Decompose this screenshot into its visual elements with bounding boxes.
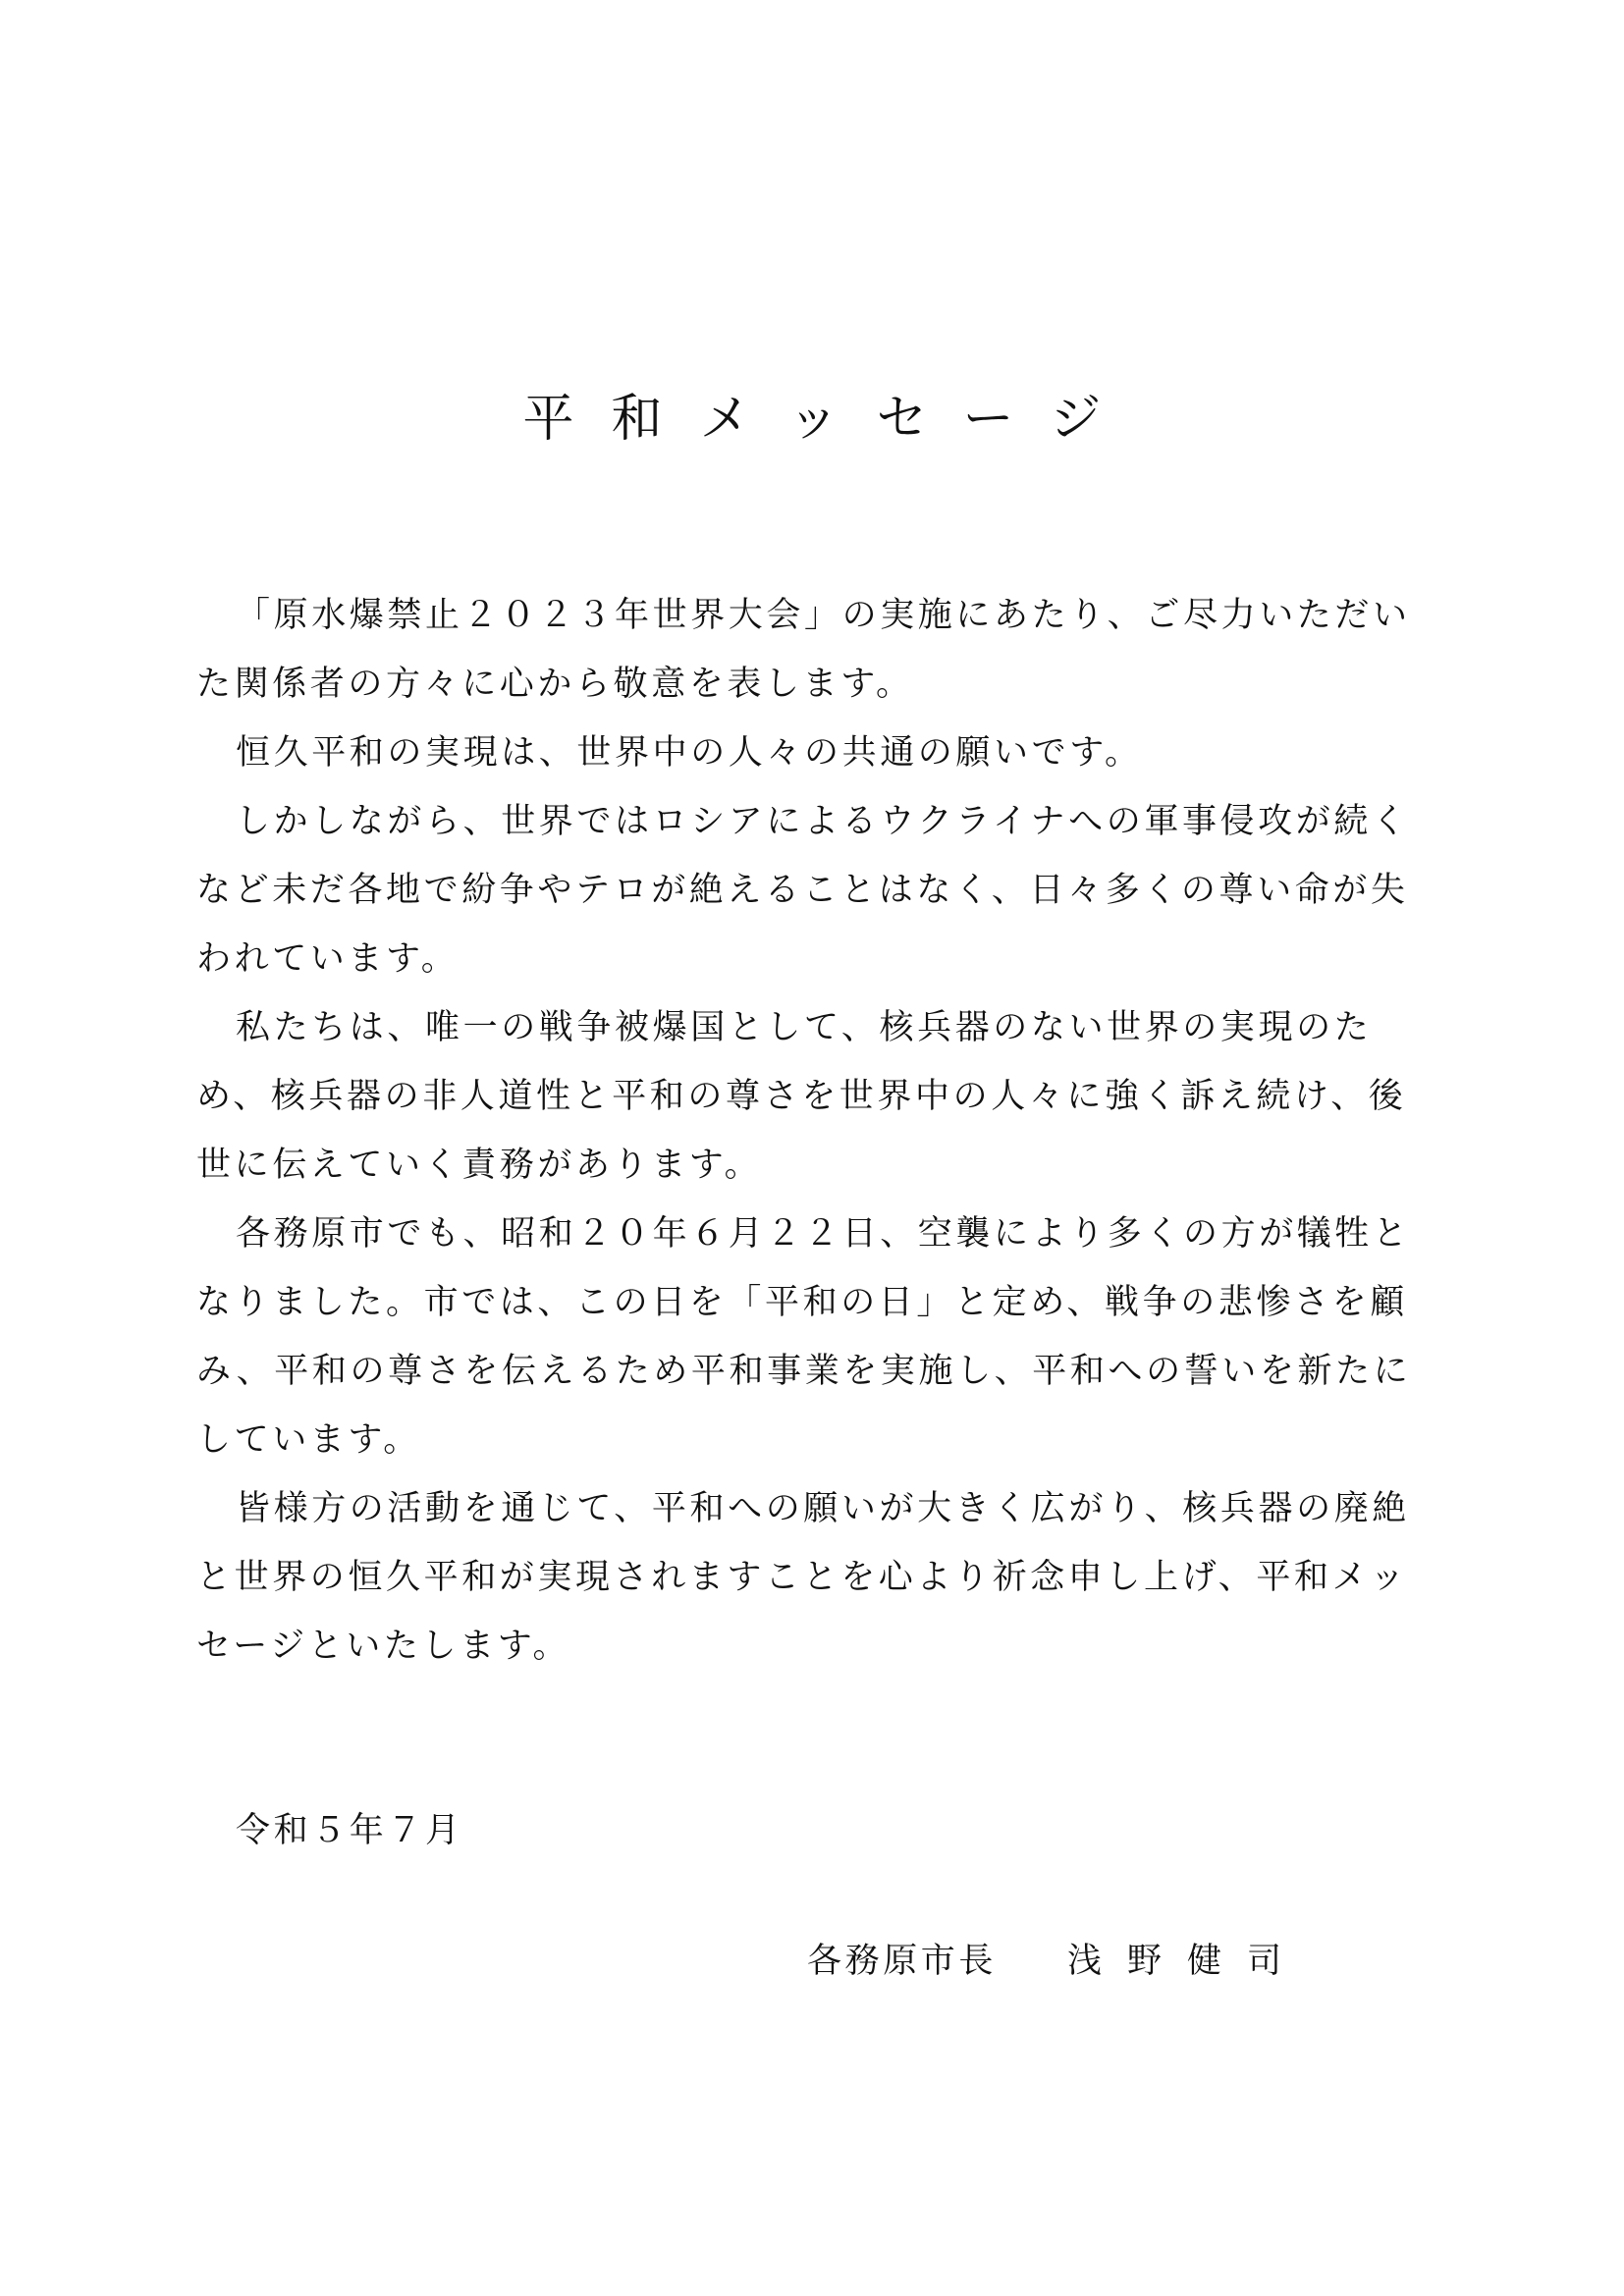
paragraph-3-line-3: われています。 [196,939,460,979]
paragraph-6-line-2: と世界の恒久平和が実現されますことを心より祈念申し上げ、平和メッ [196,1558,1408,1597]
paragraph-4-line-1: 私たちは、唯一の戦争被爆国として、核兵器のない世界の実現のた [236,1008,1373,1047]
paragraph-5-line-4: しています。 [196,1420,421,1460]
signature-name: 浅野健司 [1067,1942,1308,1981]
paragraph-5-line-1: 各務原市でも、昭和２０年６月２２日、空襲により多くの方が犠牲と [236,1214,1411,1254]
signature-block [807,1927,1307,1996]
paragraph-4-line-3: 世に伝えていく責務があります。 [196,1146,763,1185]
message-body [196,581,1428,1681]
paragraph-2-line-1: 恒久平和の実現は、世界中の人々の共通の願いです。 [236,733,1143,773]
paragraph-5-line-3: み、平和の尊さを伝えるため平和事業を実施し、平和への誓いを新たに [196,1352,1412,1391]
paragraph-3-line-2: など未だ各地で紛争やテロが絶えることはなく、日々多くの尊い命が失 [196,871,1409,910]
paragraph-1-line-2: た関係者の方々に心から敬意を表します。 [196,665,914,704]
paragraph-3-line-1: しかしながら、世界ではロシアによるウクライナへの軍事侵攻が続く [236,802,1410,841]
paragraph-6-line-3: セージといたします。 [196,1627,571,1666]
document-title: 平和メッセージ [522,390,1139,449]
paragraph-6-line-1: 皆様方の活動を通じて、平和への願いが大きく広がり、核兵器の廃絶 [236,1489,1410,1528]
paragraph-5-line-2: なりました。市では、この日を「平和の日」と定め、戦争の悲惨さを顧 [196,1283,1408,1322]
signature-organization: 各務原市長 [807,1942,998,1981]
paragraph-4-line-2: め、核兵器の非人道性と平和の尊さを世界中の人々に強く訴え続け、後 [196,1077,1407,1116]
issue-date: 令和５年７月 [236,1811,463,1850]
paragraph-1-line-1: 「原水爆禁止２０２３年世界大会」の実施にあたり、ご尽力いただい [236,596,1411,635]
